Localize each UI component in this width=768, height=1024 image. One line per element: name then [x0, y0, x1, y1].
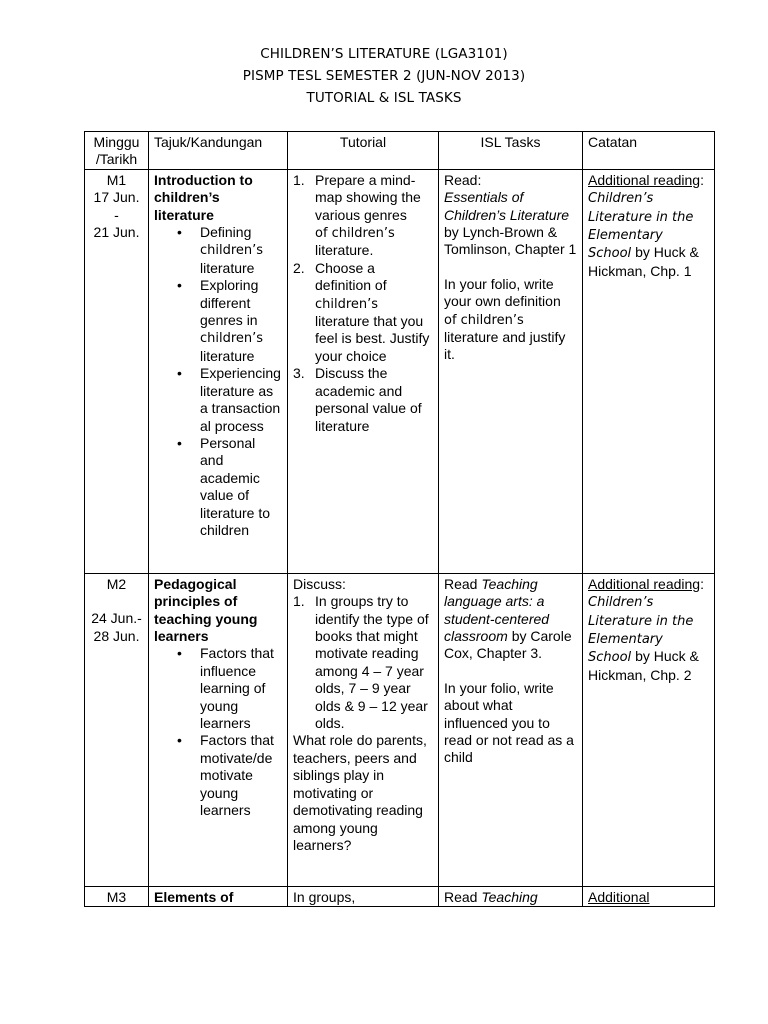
header-week: Minggu /Tarikh — [85, 132, 149, 170]
list-item: • Experiencing literature as a transactional process — [200, 365, 282, 435]
document-heading — [0, 43, 768, 109]
list-item: • Factors that motivate/de motivate young learners — [200, 732, 282, 819]
tutorial-lead: Discuss: — [293, 575, 346, 592]
tutorial-list — [293, 172, 433, 435]
heading-subtitle: TUTORIAL & ISL TASKS — [306, 90, 462, 106]
isl-cell — [439, 573, 583, 886]
isl-book-title: Essentials of Children’s Literature — [444, 189, 570, 223]
list-item: 1. In groups try to identify the type of books that might motivate reading among 4 – 7 year olds, 7 – 9 year olds & 9 – 12 year olds. — [293, 593, 429, 732]
isl-book-title: Teaching — [481, 888, 538, 905]
notes-cell — [583, 573, 715, 886]
header-isl: ISL Tasks — [439, 132, 583, 170]
list-item: • Defining children’s literature — [200, 224, 282, 277]
isl-folio-task: In your folio, write your own definition of children’s literature and justify it. — [444, 275, 566, 363]
notes-reading: Additional reading: Children’s Literature in the Elementary School by Huck & Hickman, Chp. 1 — [588, 171, 704, 279]
list-item: • Personal and academic value of literature to children — [200, 435, 282, 539]
week-date-end: 21 Jun. — [93, 224, 140, 241]
topic-list — [154, 224, 282, 539]
isl-read-label: Read — [444, 888, 478, 905]
notes-book-author: by Huck & Hickman, Chp. 2 — [588, 648, 699, 683]
table-row — [85, 169, 715, 573]
additional-reading-label: Additional reading — [588, 575, 701, 592]
week-label: M2 — [106, 575, 127, 592]
heading-course-title: CHILDREN’S LITERATURE (LGA3101) — [260, 46, 508, 62]
notes-book-title: Children’s Literature in the Elementary School — [588, 191, 694, 262]
list-item: 1. Prepare a mind-map showing the various genres of children’s literature. — [293, 171, 421, 259]
topic-list — [154, 645, 282, 819]
schedule-table — [84, 131, 715, 907]
week-cell — [85, 573, 149, 886]
additional-reading-label: Additional reading — [588, 171, 701, 188]
week-cell — [85, 169, 149, 573]
week-date-end: 28 Jun. — [93, 627, 140, 644]
tutorial-text: In groups, — [293, 888, 356, 905]
week-label: M3 — [106, 888, 127, 905]
isl-book-title: Teaching language arts: a student-centered classroom — [444, 575, 550, 645]
tutorial-cell — [288, 169, 439, 573]
tutorial-list — [293, 593, 433, 732]
notes-book-author: by Huck & Hickman, Chp. 1 — [588, 244, 699, 279]
week-date-start: 17 Jun. — [93, 189, 140, 206]
notes-book-title: Children’s Literature in the Elementary School — [588, 595, 694, 666]
tutorial-question: What role do parents, teachers, peers and siblings play in motivating or demotivating reading among young learners? — [293, 732, 427, 853]
list-item: • Factors that influence learning of young learners — [200, 645, 282, 732]
topic-title: Elements of — [154, 888, 234, 905]
additional-reading-label: Additional — [588, 888, 650, 905]
notes-cell — [583, 169, 715, 573]
isl-reading — [444, 889, 577, 906]
list-item: 2. Choose a definition of children’s literature that you feel is best. Justify your choice — [293, 259, 430, 364]
table-row — [85, 573, 715, 886]
isl-book-author: by Lynch-Brown & Tomlinson, Chapter 1 — [444, 224, 577, 258]
isl-reading — [444, 189, 577, 259]
isl-reading — [444, 576, 577, 663]
topic-cell — [149, 573, 288, 886]
isl-read-label: Read — [444, 575, 478, 592]
header-tutorial: Tutorial — [288, 132, 439, 170]
list-item: • Exploring different genres in children’s literature — [200, 277, 282, 365]
header-topic: Tajuk/Kandungan — [149, 132, 288, 170]
week-date-start: 24 Jun.- — [91, 610, 142, 627]
tutorial-cell — [288, 573, 439, 886]
notes-cell — [583, 886, 715, 906]
isl-book-author: by Carole Cox, Chapter 3. — [444, 628, 572, 662]
table-header-row — [85, 132, 715, 170]
table-row — [85, 886, 715, 906]
isl-read-label: Read: — [444, 171, 482, 188]
topic-title: Pedagogical principles of teaching young learners — [154, 575, 258, 645]
heading-semester: PISMP TESL SEMESTER 2 (JUN-NOV 2013) — [242, 68, 526, 84]
topic-cell — [149, 169, 288, 573]
topic-title: Introduction to children’s literature — [154, 171, 253, 223]
topic-cell — [149, 886, 288, 906]
list-item: 3. Discuss the academic and personal value of literature — [293, 365, 422, 434]
isl-cell — [439, 886, 583, 906]
week-cell — [85, 886, 149, 906]
notes-reading: Additional reading: Children’s Literature in the Elementary School by Huck & Hickman, Chp. 2 — [588, 575, 704, 683]
isl-cell — [439, 169, 583, 573]
tutorial-cell — [288, 886, 439, 906]
header-notes: Catatan — [583, 132, 715, 170]
week-label: M1 — [106, 171, 127, 188]
week-date-dash: - — [114, 206, 119, 223]
isl-folio-task: In your folio, write about what influenced you to read or not read as a child — [444, 679, 574, 766]
